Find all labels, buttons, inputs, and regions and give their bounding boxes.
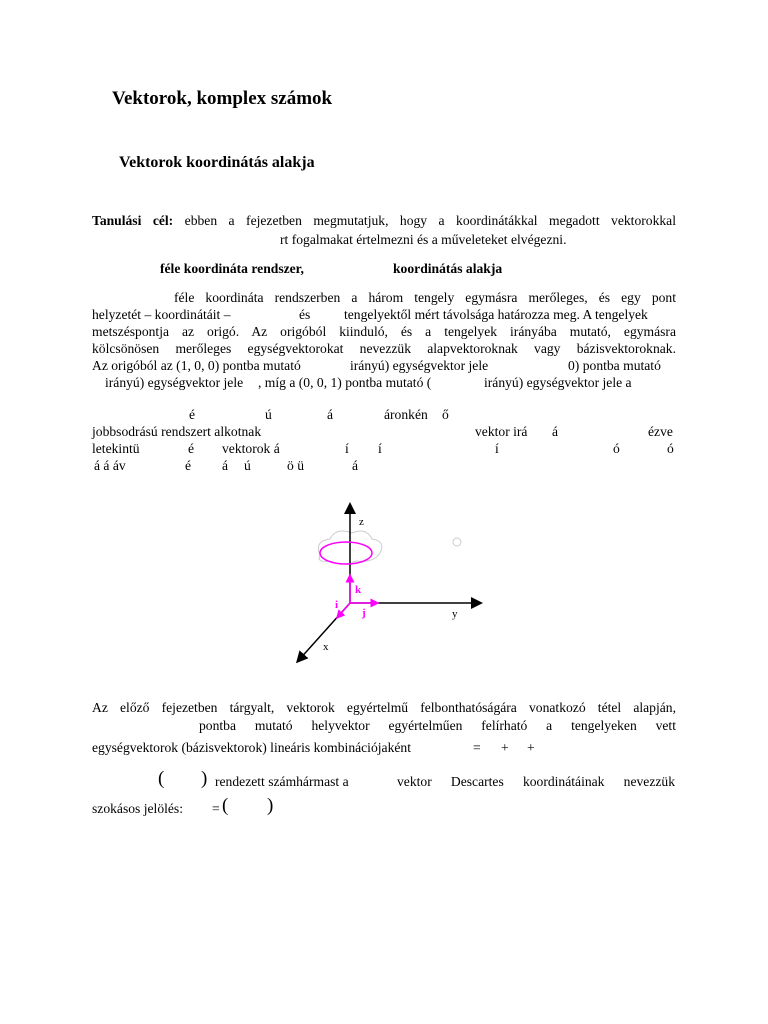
para1-line-2c: tengelyektől mért távolsága határozza meg. A tengelyek [344,307,648,322]
para2-frag: é [188,441,195,456]
para1-line-2b: és [299,307,311,322]
x-axis-label: x [323,641,329,653]
para3-line-3: egységvektorok (bázisvektorok) lineáris kombinációjaként [92,740,411,755]
section-subtitle: Vektorok koordinátás alakja [119,154,315,171]
para1-line-6a: irányú) egységvektor jele [105,375,244,390]
para1-line-5c: 0) pontba mutató [568,358,661,373]
unit-vector-i [337,603,350,618]
goal-text-1: ebben a fejezetben megmutatjuk, hogy a koordinátákkal megadott vektorokkal [184,213,676,228]
para2-frag: ó [613,441,620,456]
para2-frag: á [222,458,229,473]
para2-frag: á á áv [94,458,126,473]
goal-line-1 [92,212,676,229]
k-label: k [355,584,362,596]
close-paren: ) [201,768,208,789]
goal-label: Tanulási cél: [92,213,174,228]
para1-line-6b: , míg a (0, 0, 1) pontba mutató ( [258,375,432,390]
para2-line-2c: á [552,424,559,439]
open-paren: ( [158,768,165,789]
para4-text-b: vektor Descartes koordinátáinak nevezzük [397,774,675,789]
eq-plus-1: + [501,740,509,755]
heading-coordinate-form: koordinátás alakja [393,261,503,276]
para2-line-2b: vektor irá [475,424,528,439]
para2-line-2a: jobbsodrású rendszert alkotnak [92,424,262,439]
para2-frag: ő [442,407,449,422]
para2-frag: í [345,441,349,456]
i-label: i [335,599,339,611]
y-axis-label: y [452,608,458,620]
eq-equals: = [473,740,481,755]
para4-line-2: szokásos jelölés: [92,801,183,816]
para1-line-6c: irányú) egységvektor jele a [484,375,632,390]
para2-frag: á [327,407,334,422]
para2-frag: í [378,441,382,456]
j-label: j [362,607,366,619]
para2-frag: áronkén [384,407,428,422]
para2-frag: ú [244,458,251,473]
notation-open-paren: ( [222,795,229,816]
para3-line-1: Az előző fejezetben tárgyalt, vektorok egyértelmű felbonthatóságára vonatkozó tétel alapján, [92,700,676,715]
z-axis-label: z [359,516,364,528]
para2-frag: á [352,458,359,473]
coordinate-system-diagram [280,495,500,670]
para2-frag: ó [667,441,674,456]
para2-frag: ú [265,407,272,422]
para2-frag: vektorok á [222,441,280,456]
para1-line-5b: irányú) egységvektor jele [350,358,489,373]
para3-line-2: pontba mutató helyvektor egyértelműen felírható a tengelyeken vett [199,718,676,733]
rotation-ellipse [320,542,372,564]
para2-frag: letekintü [92,441,140,456]
page-title: Vektorok, komplex számok [112,88,333,109]
notation-close-paren: ) [267,795,274,816]
para2-line-2d: ézve [648,424,673,439]
para1-line-3: metszéspontja az origó. Az origóból kiinduló, és a tengelyek irányába mutató, egymásra [92,324,676,339]
para1-line-4: kölcsönösen merőleges egységvektorokat nevezzük alapvektoroknak vagy bázisvektoroknak. [92,341,676,356]
para1-line-2a: helyzetét – koordinátáit – [92,307,231,322]
heading-coordinate-system: féle koordináta rendszer, [160,261,304,276]
faint-circle [453,538,461,546]
para2-frag: é [185,458,192,473]
para1-line-5a: Az origóból az (1, 0, 0) pontba mutató [92,358,301,373]
notation-equals: = [212,801,220,816]
eq-plus-2: + [527,740,535,755]
para2-frag: í [495,441,499,456]
para4-text-a: rendezett számhármast a [215,774,349,789]
goal-line-2: rt fogalmakat értelmezni és a műveleteket elvégezni. [280,232,567,247]
para1-line-1: féle koordináta rendszerben a három tengely egymásra merőleges, és egy pont [174,290,676,305]
para2-frag: é [189,407,196,422]
para2-frag: ö ü [287,458,304,473]
